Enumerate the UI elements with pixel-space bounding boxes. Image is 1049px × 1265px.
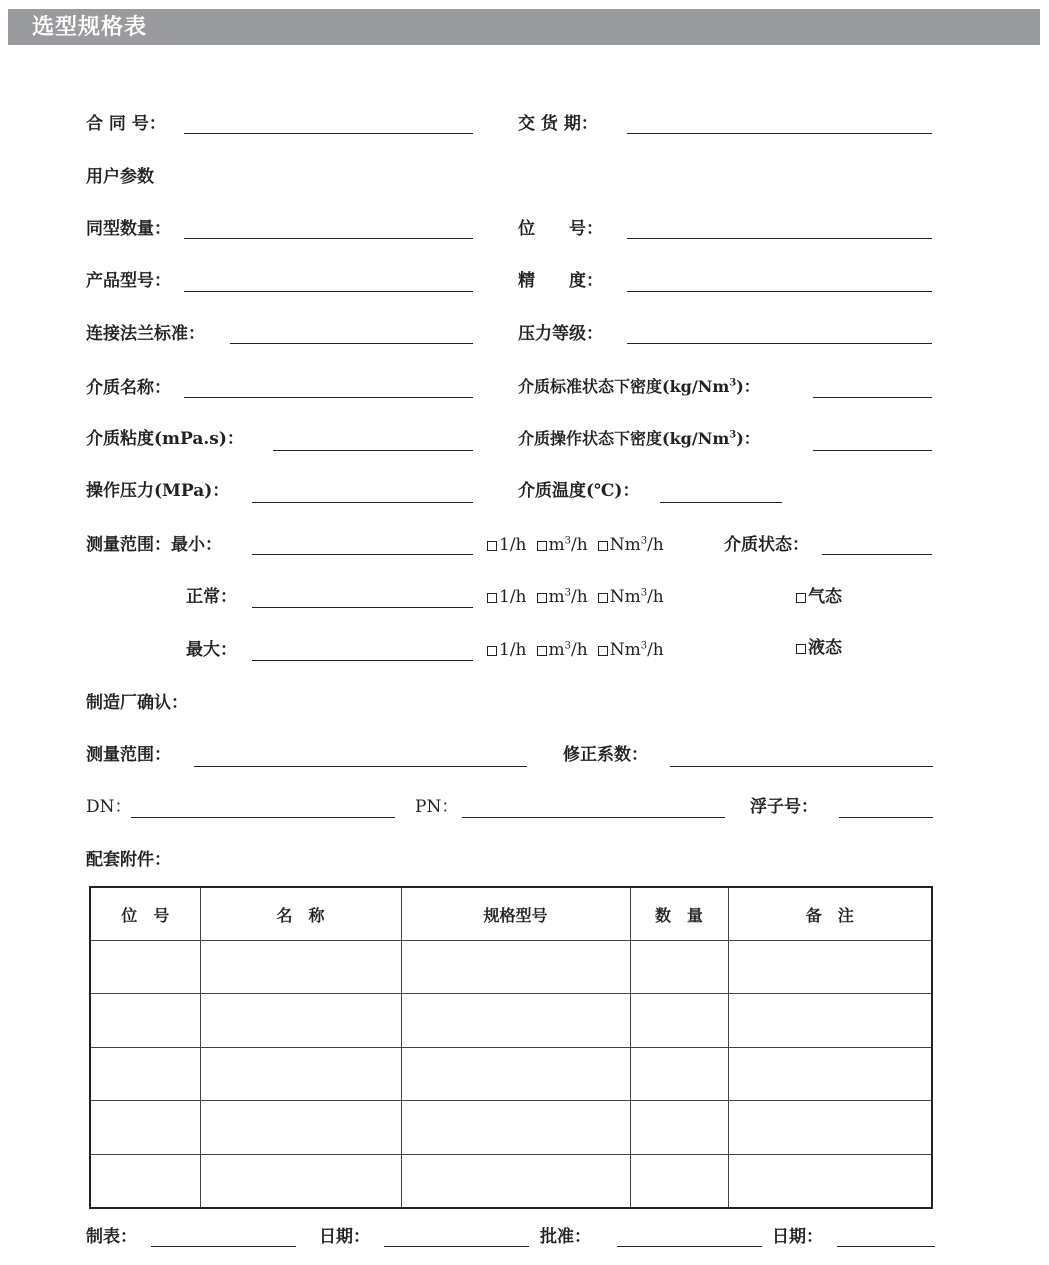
range-normal-label: 正常：	[186, 587, 237, 607]
op-pressure-label: 操作压力(MPa)：	[86, 481, 230, 501]
medium-temp-label: 介质温度(℃)：	[518, 481, 640, 501]
range-max-label: 最大：	[186, 640, 237, 660]
position-no-label: 位 号：	[518, 219, 603, 239]
approved-field[interactable]	[617, 1246, 762, 1247]
density-op-field[interactable]	[813, 450, 932, 451]
checkbox[interactable]	[598, 593, 608, 603]
float-no-label: 浮子号：	[750, 797, 818, 817]
pressure-class-label: 压力等级：	[518, 324, 603, 344]
range-max-field[interactable]	[252, 660, 473, 661]
same-type-qty-field[interactable]	[184, 238, 473, 239]
accuracy-label: 精 度：	[518, 271, 603, 291]
table-row	[90, 994, 932, 1047]
checkbox[interactable]	[487, 593, 497, 603]
unit-m3h-option[interactable]: $m^3/h$	[537, 640, 588, 660]
table-cell[interactable]	[200, 1047, 401, 1100]
table-cell[interactable]	[200, 1101, 401, 1154]
density-op-label: 介质操作状态下密度(kg/Nm$^3$)：	[518, 429, 760, 448]
product-model-label: 产品型号：	[86, 271, 171, 291]
col-header-remark: 备 注	[728, 887, 932, 941]
range-min-field[interactable]	[252, 554, 473, 555]
density-std-field[interactable]	[813, 397, 932, 398]
range-max-units	[487, 640, 674, 660]
float-no-field[interactable]	[839, 817, 933, 818]
measure-range-label: 测量范围：	[86, 745, 171, 765]
checkbox[interactable]	[598, 541, 608, 551]
pressure-class-field[interactable]	[627, 343, 932, 344]
same-type-qty-label: 同型数量：	[86, 219, 171, 239]
unit-nm3h-option[interactable]: Nm$^3$/h	[598, 535, 664, 555]
medium-state-label: 介质状态：	[724, 535, 809, 555]
checkbox[interactable]	[598, 646, 608, 656]
table-row	[90, 1047, 932, 1100]
table-cell[interactable]	[728, 994, 932, 1047]
medium-state-field[interactable]	[822, 554, 932, 555]
checkbox[interactable]	[537, 541, 547, 551]
table-row	[90, 1101, 932, 1154]
made-by-field[interactable]	[151, 1246, 296, 1247]
date1-field[interactable]	[384, 1246, 529, 1247]
unit-nm3h-option[interactable]: Nm$^3$/h	[598, 640, 664, 660]
date2-label: 日期：	[772, 1227, 823, 1247]
unit-lh-option[interactable]: 1/h	[487, 587, 527, 607]
table-header-row	[90, 887, 932, 941]
unit-m3h-option[interactable]: $m^3/h$	[537, 535, 588, 555]
density-std-label: 介质标准状态下密度(kg/Nm$^3$)：	[518, 377, 760, 396]
approved-label: 批准：	[540, 1227, 591, 1247]
table-cell[interactable]	[90, 1101, 200, 1154]
unit-m3h-option[interactable]: $m^3/h$	[537, 587, 588, 607]
table-cell[interactable]	[401, 994, 630, 1047]
table-cell[interactable]	[630, 941, 728, 994]
table-cell[interactable]	[401, 1101, 630, 1154]
table-row	[90, 1154, 932, 1208]
contract-no-label: 合 同 号：	[86, 114, 166, 134]
checkbox[interactable]	[487, 541, 497, 551]
table-cell[interactable]	[401, 1154, 630, 1208]
accuracy-field[interactable]	[627, 291, 932, 292]
position-no-field[interactable]	[627, 238, 932, 239]
header-bar	[8, 9, 1040, 45]
table-cell[interactable]	[728, 1047, 932, 1100]
pn-field[interactable]	[462, 817, 725, 818]
unit-lh-option[interactable]: 1/h	[487, 640, 527, 660]
product-model-field[interactable]	[184, 291, 473, 292]
manufacturer-confirm-heading: 制造厂确认：	[86, 693, 188, 713]
user-params-heading: 用户参数	[86, 167, 154, 187]
made-by-label: 制表：	[86, 1227, 137, 1247]
range-min-units	[487, 535, 674, 555]
delivery-label: 交 货 期：	[518, 114, 598, 134]
medium-name-field[interactable]	[184, 397, 473, 398]
table-cell[interactable]	[90, 994, 200, 1047]
measure-range-field[interactable]	[194, 766, 527, 767]
table-cell[interactable]	[401, 941, 630, 994]
table-cell[interactable]	[200, 1154, 401, 1208]
unit-lh-option[interactable]: 1/h	[487, 535, 527, 555]
col-header-spec: 规格型号	[401, 887, 630, 941]
table-cell[interactable]	[630, 1047, 728, 1100]
accessories-table	[89, 886, 933, 1209]
checkbox[interactable]	[537, 593, 547, 603]
table-cell[interactable]	[90, 941, 200, 994]
table-cell[interactable]	[630, 1154, 728, 1208]
correction-factor-field[interactable]	[670, 766, 933, 767]
range-min-label: 测量范围：最小：	[86, 535, 222, 555]
table-cell[interactable]	[200, 994, 401, 1047]
medium-name-label: 介质名称：	[86, 378, 171, 398]
dn-label: DN：	[86, 797, 132, 817]
table-cell[interactable]	[630, 994, 728, 1047]
table-cell[interactable]	[630, 1101, 728, 1154]
gas-option[interactable]: 气态	[796, 587, 842, 607]
table-cell[interactable]	[728, 941, 932, 994]
table-cell[interactable]	[90, 1047, 200, 1100]
pn-label: PN：	[415, 797, 459, 817]
col-header-position: 位 号	[90, 887, 200, 941]
accessories-heading: 配套附件：	[86, 850, 171, 870]
table-cell[interactable]	[728, 1154, 932, 1208]
range-normal-field[interactable]	[252, 607, 473, 608]
viscosity-field[interactable]	[273, 450, 473, 451]
table-cell[interactable]	[200, 941, 401, 994]
unit-nm3h-option[interactable]: Nm$^3$/h	[598, 587, 664, 607]
op-pressure-field[interactable]	[252, 502, 473, 503]
delivery-field[interactable]	[627, 133, 932, 134]
flange-std-label: 连接法兰标准：	[86, 324, 205, 344]
viscosity-label: 介质粘度(mPa.s)：	[86, 429, 244, 449]
table-cell[interactable]	[401, 1047, 630, 1100]
date1-label: 日期：	[319, 1227, 370, 1247]
liquid-checkbox[interactable]	[796, 644, 806, 654]
page-title: 选型规格表	[32, 15, 148, 40]
col-header-qty: 数 量	[630, 887, 728, 941]
correction-factor-label: 修正系数：	[563, 745, 648, 765]
date2-field[interactable]	[837, 1246, 935, 1247]
checkbox[interactable]	[487, 646, 497, 656]
liquid-option[interactable]: 液态	[796, 638, 842, 658]
table-cell[interactable]	[728, 1101, 932, 1154]
gas-checkbox[interactable]	[796, 593, 806, 603]
table-cell[interactable]	[90, 1154, 200, 1208]
flange-std-field[interactable]	[230, 343, 473, 344]
dn-field[interactable]	[131, 817, 395, 818]
medium-temp-field[interactable]	[660, 502, 782, 503]
contract-no-field[interactable]	[184, 133, 473, 134]
checkbox[interactable]	[537, 646, 547, 656]
range-normal-units	[487, 587, 674, 607]
table-row	[90, 941, 932, 994]
col-header-name: 名 称	[200, 887, 401, 941]
